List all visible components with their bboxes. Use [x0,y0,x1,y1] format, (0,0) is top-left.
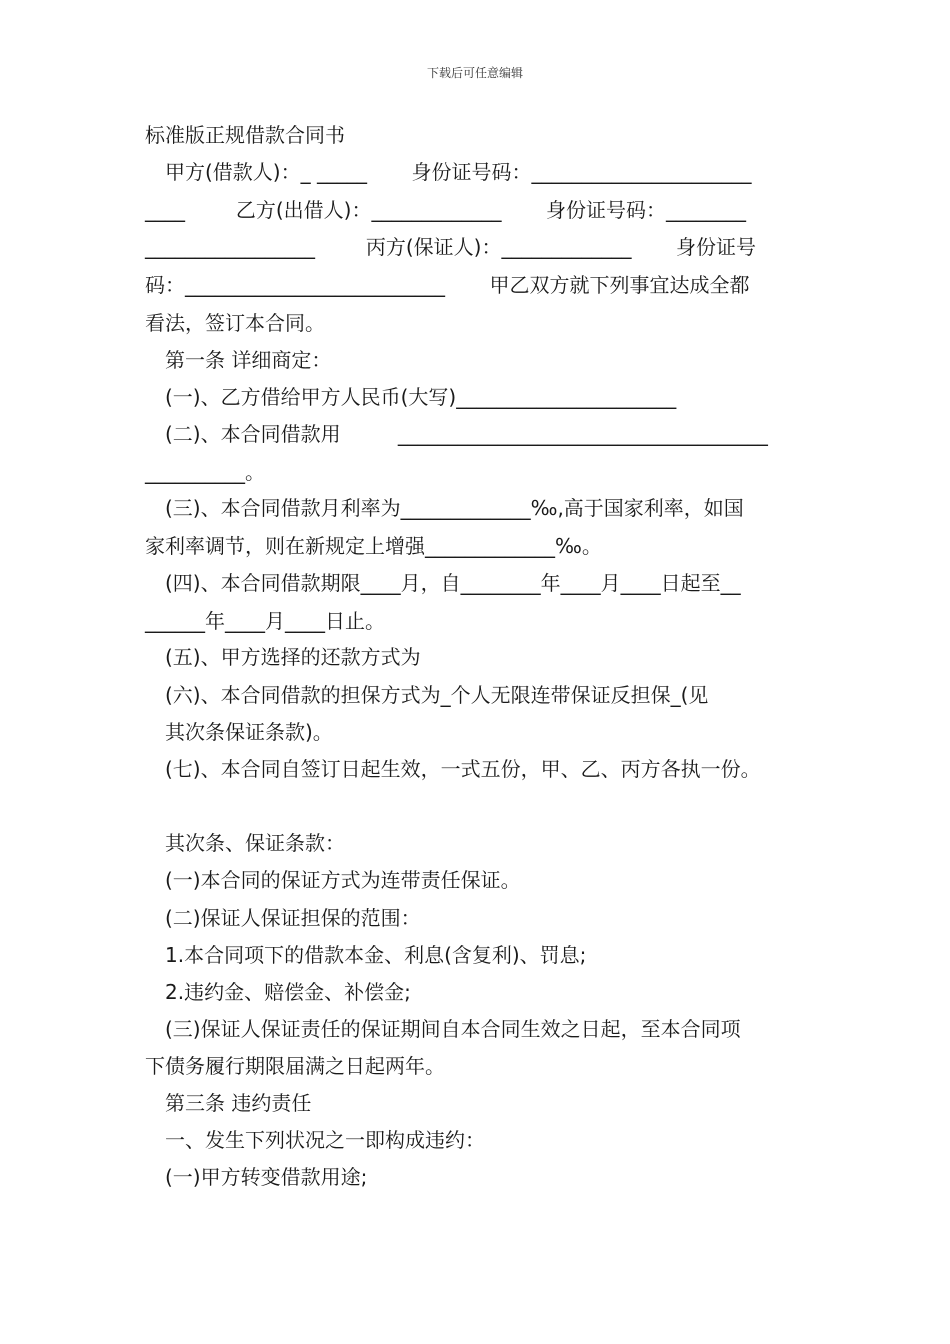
paragraph-line: _________________ 丙方(保证人)：_____________ 身份证号 [145,235,756,259]
paragraph-line: (四)、本合同借款期限____月，自________年____月____日起至__ [165,571,741,595]
paragraph-line: __________。 [145,460,265,484]
paragraph-line: (一)本合同的保证方式为连带责任保证。 [165,868,521,892]
paragraph-line: 其次条保证条款)。 [165,720,333,744]
paragraph-line: ______年____月____日止。 [145,609,385,633]
paragraph-line: 甲方(借款人)：_ _____ 身份证号码：______________________ [165,160,752,184]
paragraph-line: (二)、本合同借款用 _____________________________________ [165,422,768,446]
article-heading: 其次条、保证条款： [165,831,345,855]
paragraph-line: (一)、乙方借给甲方人民币(大写)______________________ [165,385,677,409]
paragraph-line: ____ 乙方(出借人)：_____________ 身份证号码：________ [145,198,746,222]
paragraph-line: (六)、本合同借款的担保方式为_个人无限连带保证反担保_(见 [165,683,709,707]
paragraph-line: (三)、本合同借款月利率为_____________‰,高于国家利率，如国 [165,496,744,520]
paragraph-line: (二)保证人保证担保的范围： [165,906,421,930]
paragraph-line: (七)、本合同自签订日起生效，一式五份，甲、乙、丙方各执一份。 [165,757,761,781]
article-heading: 第一条 详细商定： [165,348,332,372]
paragraph-line: 1.本合同项下的借款本金、利息(含复利)、罚息; [165,943,587,967]
paragraph-line: (一)甲方转变借款用途; [165,1165,368,1189]
paragraph-line: (五)、甲方选择的还款方式为 [165,645,421,669]
article-heading: 第三条 违约责任 [165,1091,312,1115]
page-header: 下载后可任意编辑 [426,66,523,80]
paragraph-line: 看法，签订本合同。 [145,311,325,335]
paragraph-line: 一、发生下列状况之一即构成违约： [165,1128,485,1152]
paragraph-line: 2.违约金、赔偿金、补偿金; [165,980,411,1004]
paragraph-line: 下债务履行期限届满之日起两年。 [145,1054,445,1078]
paragraph-line: 家利率调节，则在新规定上增强_____________‰。 [145,534,602,558]
paragraph-line: 码：__________________________ 甲乙双方就下列事宜达成全都 [145,273,750,297]
document-title: 标准版正规借款合同书 [145,123,345,147]
paragraph-line: (三)保证人保证责任的保证期间自本合同生效之日起，至本合同项 [165,1017,741,1041]
